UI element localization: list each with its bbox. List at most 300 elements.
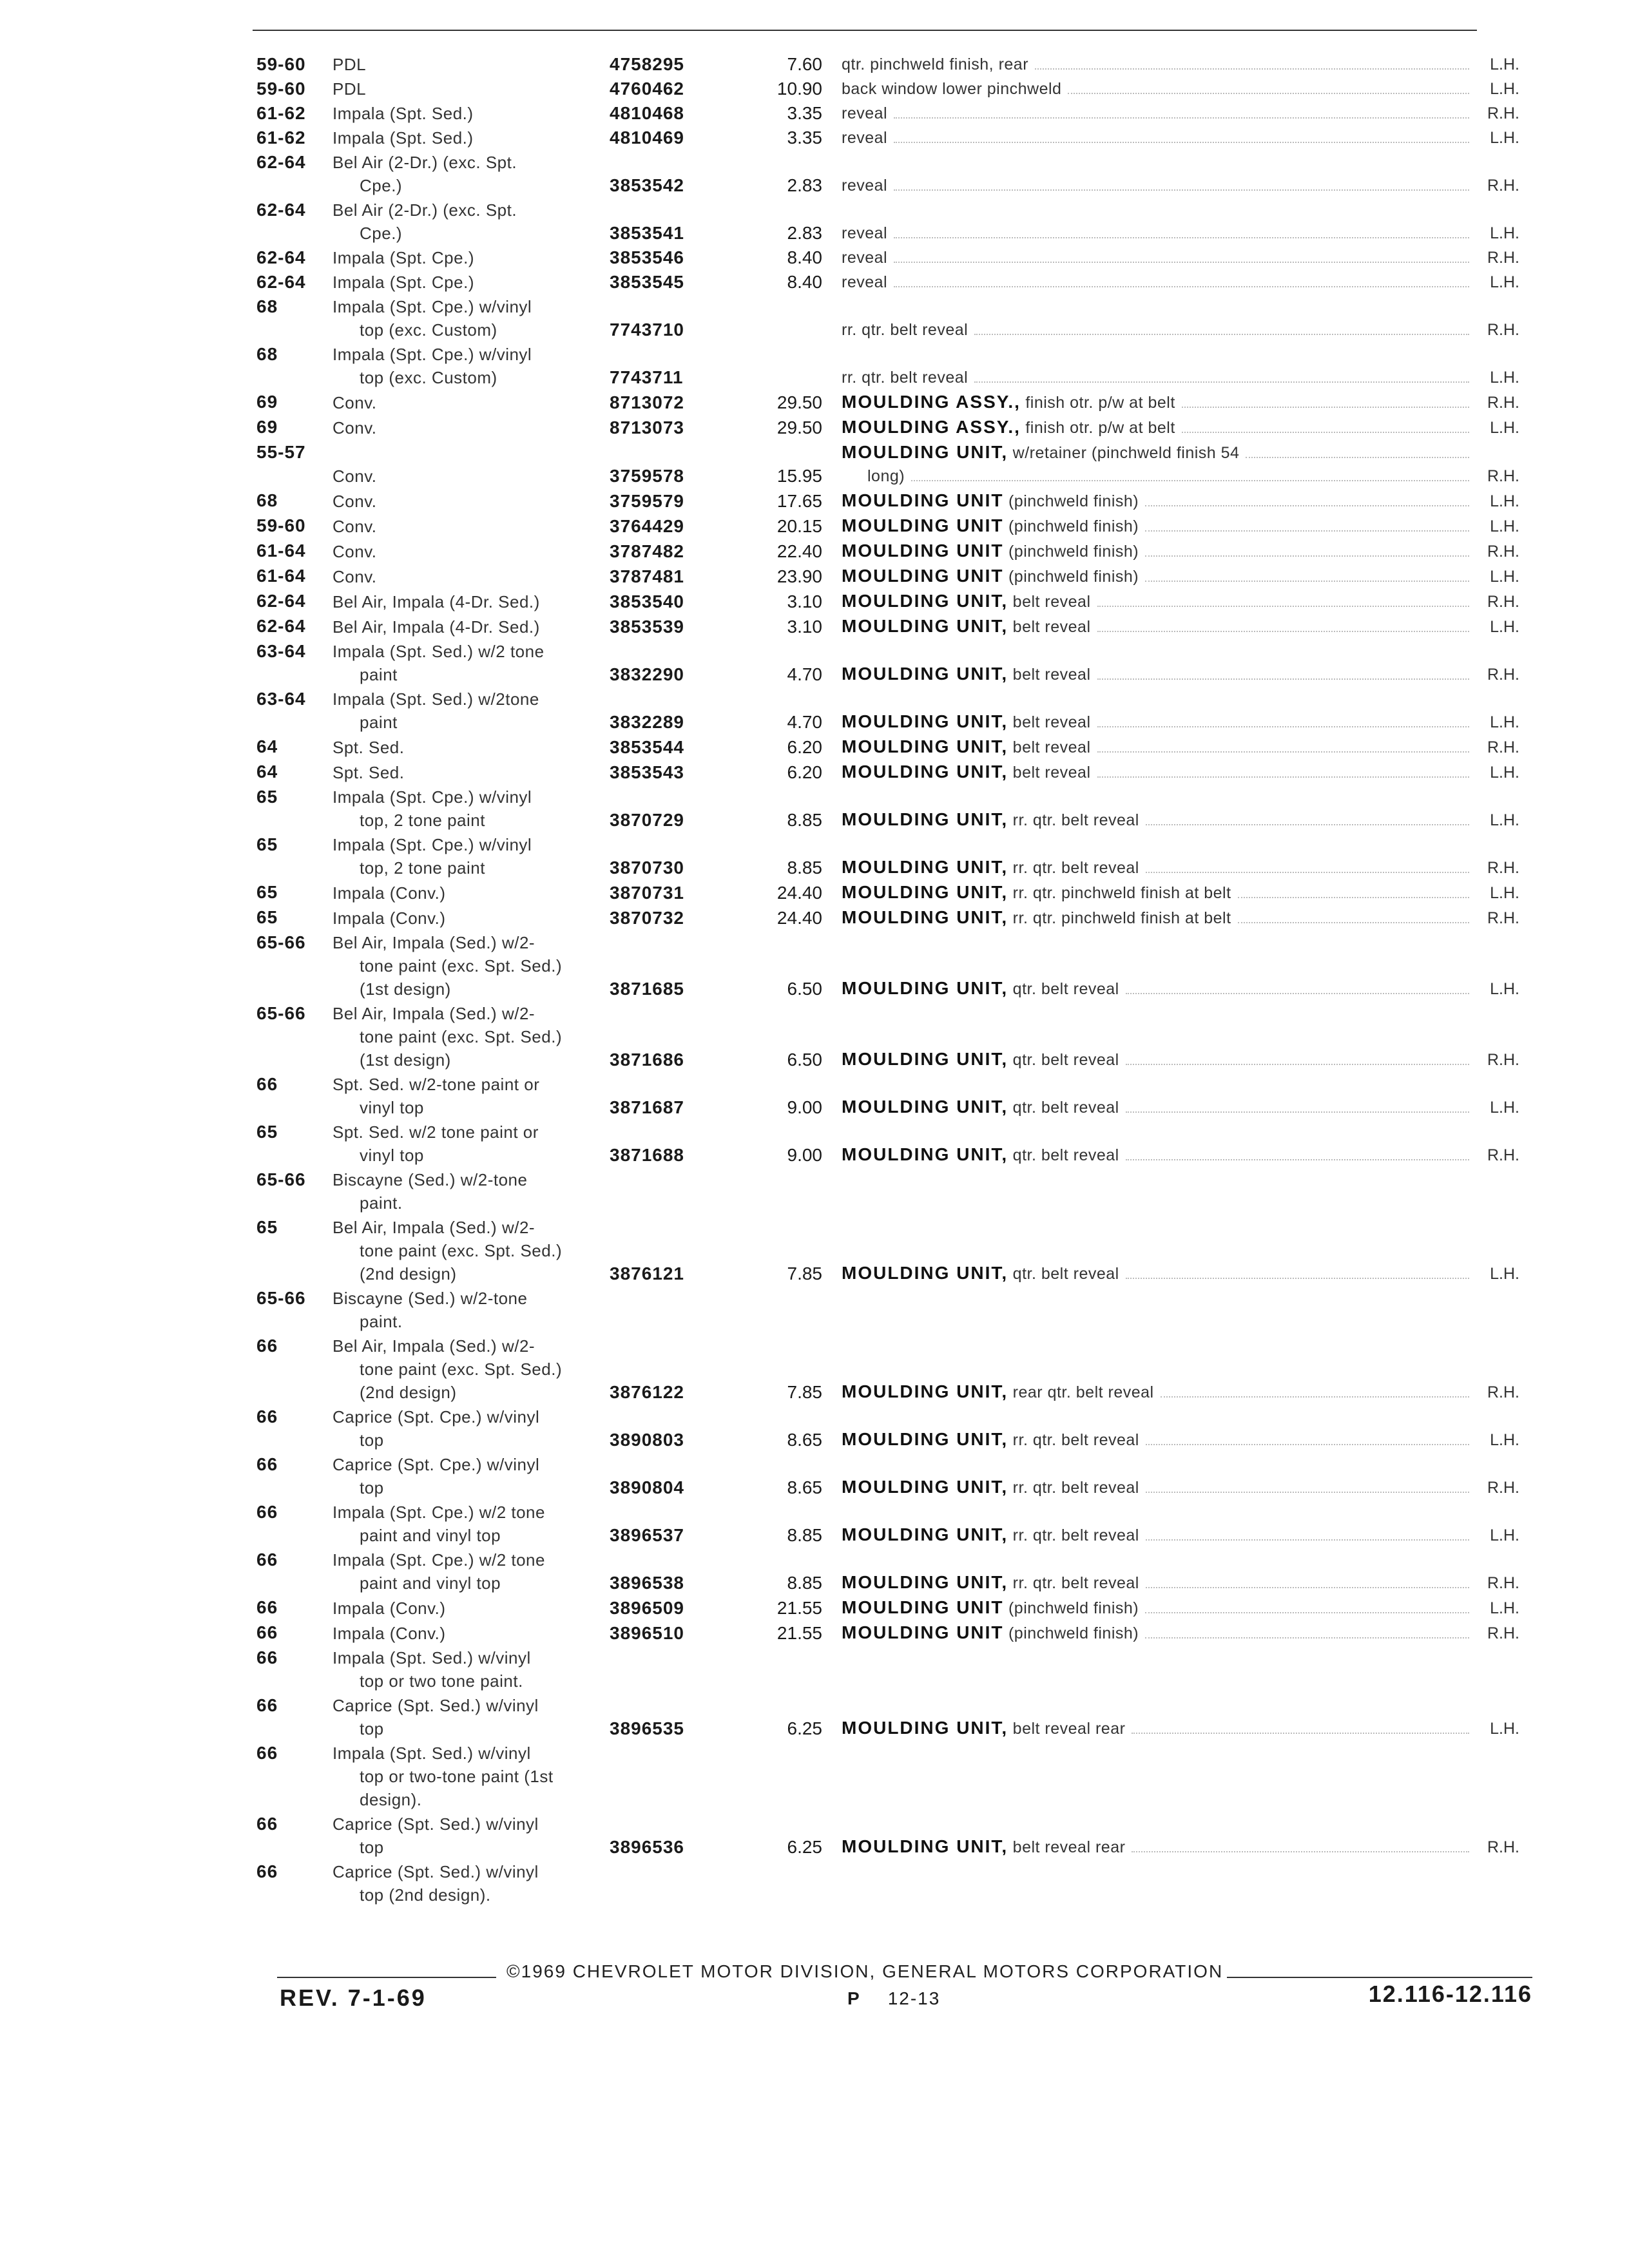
- description-text: [842, 174, 887, 197]
- item-name: MOULDING UNIT,: [842, 1429, 1008, 1449]
- description-text: [842, 710, 1091, 734]
- model-year: 64: [256, 736, 278, 756]
- description-text: [842, 977, 1119, 1001]
- model-line: Impala (Conv.): [333, 1624, 446, 1643]
- description-line: [842, 126, 1474, 149]
- model-year: 66: [256, 1454, 278, 1474]
- part-number: 3870732: [610, 908, 685, 928]
- leader-dots: [1126, 1159, 1469, 1160]
- list-price: 8.65: [787, 1430, 822, 1450]
- model-line: top or two tone paint.: [360, 1671, 523, 1691]
- description-text: [842, 1835, 1125, 1859]
- model-year: 59-60: [256, 79, 306, 99]
- description-line: [842, 539, 1474, 563]
- model-description: [333, 565, 610, 588]
- model-description: [333, 785, 610, 832]
- page-code: [847, 1988, 940, 2009]
- side-indicator: R.H.: [1487, 593, 1519, 611]
- table-row: [256, 246, 1519, 269]
- list-price: 8.85: [787, 810, 822, 830]
- side-indicator: R.H.: [1487, 1838, 1519, 1856]
- model-year: 62-64: [256, 591, 306, 611]
- model-year: 65: [256, 907, 278, 927]
- description-text: [842, 808, 1139, 832]
- model-line: paint and vinyl top: [360, 1526, 501, 1545]
- leader-dots: [1146, 872, 1469, 873]
- description-line: [842, 856, 1474, 879]
- model-description: [333, 416, 610, 439]
- part-number: 3876122: [610, 1382, 685, 1402]
- description-text: [842, 539, 1139, 563]
- table-row: [256, 640, 1519, 686]
- part-number: 3759578: [610, 466, 685, 486]
- item-name: MOULDING UNIT,: [842, 664, 1008, 684]
- description-text: [842, 1475, 1139, 1499]
- model-line: top: [360, 1838, 384, 1857]
- item-detail: (pinchweld finish): [1008, 568, 1139, 586]
- description-line: [842, 1095, 1474, 1119]
- model-year: 66: [256, 1597, 278, 1617]
- model-year: 68: [256, 490, 278, 510]
- list-price: 7.60: [787, 54, 822, 74]
- model-year: 62-64: [256, 616, 306, 636]
- part-description: [842, 1571, 1474, 1595]
- item-name: MOULDING ASSY.,: [842, 417, 1021, 437]
- table-row: [256, 1405, 1519, 1452]
- part-description: [842, 710, 1474, 734]
- item-name: MOULDING UNIT,: [842, 616, 1008, 636]
- side-indicator: L.H.: [1490, 1526, 1519, 1544]
- side-indicator: L.H.: [1490, 419, 1519, 437]
- table-row: [256, 416, 1519, 439]
- part-number: 3896538: [610, 1573, 685, 1593]
- list-price: 8.40: [787, 272, 822, 292]
- list-price: 24.40: [776, 883, 822, 903]
- description-text: [842, 222, 887, 245]
- model-description: [333, 640, 610, 686]
- leader-dots: [1146, 1492, 1469, 1493]
- model-description: [333, 615, 610, 639]
- description-text: [842, 489, 1139, 513]
- part-description: [842, 1621, 1474, 1645]
- side-indicator: L.H.: [1490, 492, 1519, 510]
- model-line: Conv.: [333, 567, 377, 586]
- description-text: [842, 760, 1091, 784]
- model-description: [333, 1646, 610, 1693]
- model-year: 66: [256, 1861, 278, 1881]
- model-line: paint.: [360, 1193, 403, 1213]
- list-price: 21.55: [776, 1623, 822, 1643]
- item-name: MOULDING UNIT: [842, 566, 1004, 586]
- model-description: [333, 391, 610, 414]
- model-year: 66: [256, 1550, 278, 1570]
- description-line: [842, 1835, 1474, 1859]
- list-price: 8.85: [787, 1525, 822, 1545]
- model-line: Impala (Spt. Sed.) w/vinyl: [333, 1648, 531, 1667]
- side-indicator: L.H.: [1490, 1599, 1519, 1617]
- model-line: (1st design): [360, 1050, 451, 1070]
- model-year: 66: [256, 1074, 278, 1094]
- side-indicator: R.H.: [1487, 1574, 1519, 1592]
- model-line: Bel Air, Impala (Sed.) w/2-: [333, 1336, 535, 1356]
- item-name: MOULDING UNIT,: [842, 809, 1008, 829]
- description-line: [842, 710, 1474, 734]
- description-text: [842, 881, 1231, 905]
- model-line: Impala (Spt. Sed.) w/2 tone: [333, 642, 545, 661]
- item-detail: rr. qtr. belt reveal: [842, 321, 969, 339]
- leader-dots: [1068, 93, 1469, 94]
- item-detail: rr. qtr. belt reveal: [1012, 859, 1139, 877]
- item-name: MOULDING UNIT: [842, 490, 1004, 510]
- part-number: 3853540: [610, 591, 685, 611]
- part-description: [842, 1523, 1474, 1547]
- model-line: top, 2 tone paint: [360, 858, 485, 878]
- description-line: [842, 222, 1474, 245]
- model-line: Caprice (Spt. Sed.) w/vinyl: [333, 1814, 539, 1834]
- leader-dots: [1126, 1111, 1469, 1113]
- model-line: top or two-tone paint (1st: [360, 1767, 554, 1786]
- model-line: Impala (Spt. Cpe.) w/2 tone: [333, 1550, 545, 1570]
- part-number: 3853545: [610, 272, 685, 292]
- table-row: [256, 102, 1519, 125]
- part-number: 3870731: [610, 883, 685, 903]
- leader-dots: [1035, 68, 1469, 70]
- side-indicator: R.H.: [1487, 1479, 1519, 1497]
- model-description: [333, 1453, 610, 1499]
- list-price: 4.70: [787, 712, 822, 732]
- model-line: design).: [360, 1790, 422, 1809]
- description-text: [842, 1716, 1125, 1740]
- description-text: [842, 1095, 1119, 1119]
- part-description: [842, 318, 1474, 341]
- description-line: [842, 366, 1474, 389]
- list-price: 8.65: [787, 1477, 822, 1497]
- model-line: Spt. Sed. w/2-tone paint or: [333, 1075, 540, 1094]
- model-line: Conv.: [333, 393, 377, 412]
- model-line: (1st design): [360, 979, 451, 999]
- part-number: 3832289: [610, 712, 685, 732]
- table-row: [256, 151, 1519, 197]
- description-text: [842, 390, 1175, 414]
- model-description: [333, 1073, 610, 1119]
- leader-dots: [1145, 555, 1469, 557]
- model-description: [333, 1120, 610, 1167]
- item-detail: back window lower pinchweld: [842, 80, 1062, 98]
- model-year: 66: [256, 1336, 278, 1356]
- description-text: [842, 441, 1239, 465]
- model-line: Cpe.): [360, 224, 403, 243]
- part-number: 3787481: [610, 566, 685, 586]
- model-line: vinyl top: [360, 1146, 424, 1165]
- description-line: [842, 735, 1474, 759]
- leader-dots: [1132, 1851, 1469, 1852]
- list-price: 2.83: [787, 223, 822, 243]
- leader-dots: [1132, 1733, 1469, 1734]
- model-line: Conv.: [333, 542, 377, 561]
- item-detail: (pinchweld finish): [1008, 1624, 1139, 1642]
- model-line: vinyl top: [360, 1098, 424, 1117]
- model-year: 65: [256, 834, 278, 854]
- side-indicator: L.H.: [1490, 1431, 1519, 1449]
- description-text: [842, 318, 968, 341]
- model-description: [333, 1334, 610, 1404]
- description-text: [842, 662, 1091, 686]
- description-line: [842, 1428, 1474, 1452]
- table-row: [256, 77, 1519, 101]
- table-row: [256, 564, 1519, 588]
- table-row: [256, 390, 1519, 414]
- part-description: [842, 416, 1474, 439]
- part-number: 3896536: [610, 1837, 685, 1857]
- part-number: 3832290: [610, 664, 685, 684]
- description-text: [842, 1571, 1139, 1595]
- table-row: [256, 1073, 1519, 1119]
- model-line: Biscayne (Sed.) w/2-tone: [333, 1289, 528, 1308]
- model-description: [333, 833, 610, 879]
- list-price: 6.25: [787, 1837, 822, 1857]
- part-number: 7743710: [610, 320, 685, 340]
- description-text: [842, 271, 887, 294]
- model-line: Bel Air, Impala (4-Dr. Sed.): [333, 592, 540, 611]
- item-detail: belt reveal: [1012, 764, 1091, 782]
- item-detail: belt reveal: [1012, 738, 1091, 756]
- description-text: [842, 564, 1139, 588]
- item-detail: qtr. pinchweld finish, rear: [842, 55, 1029, 73]
- model-description: [333, 881, 610, 905]
- table-row: [256, 931, 1519, 1001]
- table-row: [256, 539, 1519, 563]
- list-price: 6.20: [787, 737, 822, 757]
- model-line: Impala (Spt. Cpe.) w/vinyl: [333, 787, 532, 807]
- description-line: [842, 1475, 1474, 1499]
- part-description: [842, 760, 1474, 784]
- description-line: [842, 416, 1474, 439]
- description-text: [842, 246, 887, 269]
- description-line: [842, 615, 1474, 639]
- model-description: [333, 151, 610, 197]
- description-text: [842, 906, 1231, 930]
- item-name: MOULDING UNIT,: [842, 442, 1008, 462]
- table-row: [256, 1501, 1519, 1547]
- model-description: [333, 77, 610, 101]
- part-description: [842, 390, 1474, 414]
- model-description: [333, 1742, 610, 1811]
- leader-dots: [1145, 530, 1469, 532]
- table-row: [256, 615, 1519, 639]
- part-number: 3871685: [610, 979, 685, 999]
- description-line: [842, 881, 1474, 905]
- side-indicator: R.H.: [1487, 909, 1519, 927]
- item-name: MOULDING UNIT,: [842, 1263, 1008, 1283]
- item-name: MOULDING UNIT,: [842, 1524, 1008, 1544]
- side-indicator: L.H.: [1490, 884, 1519, 902]
- item-name: MOULDING UNIT,: [842, 1572, 1008, 1592]
- description-text: [842, 1262, 1119, 1285]
- model-year: 65: [256, 1217, 278, 1237]
- table-row: [256, 1742, 1519, 1811]
- list-price: 7.85: [787, 1264, 822, 1283]
- description-text: [842, 1048, 1119, 1072]
- side-indicator: R.H.: [1487, 177, 1519, 195]
- side-indicator: L.H.: [1490, 1265, 1519, 1283]
- model-line: Impala (Spt. Sed.): [333, 128, 474, 148]
- model-year: 69: [256, 392, 278, 412]
- model-line: tone paint (exc. Spt. Sed.): [360, 956, 563, 975]
- model-line: top: [360, 1478, 384, 1497]
- item-detail: qtr. belt reveal: [1012, 1099, 1119, 1117]
- part-number: 3896510: [610, 1623, 685, 1643]
- leader-dots: [1145, 1637, 1469, 1639]
- description-line: [842, 977, 1474, 1001]
- model-year: 63-64: [256, 641, 306, 661]
- part-description: [842, 881, 1474, 905]
- model-year: 65: [256, 787, 278, 807]
- side-indicator: L.H.: [1490, 980, 1519, 998]
- part-number: 4760462: [610, 79, 685, 99]
- model-line: PDL: [333, 79, 367, 99]
- parts-listing: [256, 53, 1519, 1908]
- description-text: [842, 465, 905, 488]
- side-indicator: L.H.: [1490, 568, 1519, 586]
- model-year: 65: [256, 1122, 278, 1142]
- table-row: [256, 735, 1519, 759]
- model-year: 66: [256, 1502, 278, 1522]
- description-text: [842, 1143, 1119, 1167]
- description-line: [842, 489, 1474, 513]
- model-description: [333, 736, 610, 759]
- leader-dots: [1161, 1396, 1469, 1398]
- item-name: MOULDING UNIT,: [842, 736, 1008, 756]
- side-indicator: R.H.: [1487, 467, 1519, 485]
- list-price: 10.90: [776, 79, 822, 99]
- item-detail: qtr. belt reveal: [1012, 1051, 1119, 1069]
- model-year: 61-62: [256, 128, 306, 148]
- model-line: PDL: [333, 55, 367, 74]
- model-year: 62-64: [256, 152, 306, 172]
- description-text: [842, 1596, 1139, 1620]
- item-detail: qtr. belt reveal: [1012, 1265, 1119, 1283]
- model-line: Bel Air, Impala (4-Dr. Sed.): [333, 617, 540, 637]
- model-description: [333, 1622, 610, 1645]
- model-description: [333, 295, 610, 341]
- list-price: 9.00: [787, 1145, 822, 1165]
- model-line: Impala (Spt. Cpe.): [333, 248, 474, 267]
- item-detail: rr. qtr. belt reveal: [1012, 1526, 1139, 1544]
- page-prefix: P: [847, 1988, 861, 2008]
- model-description: [333, 246, 610, 269]
- part-number: 3853544: [610, 737, 685, 757]
- model-description: [333, 1694, 610, 1740]
- side-indicator: L.H.: [1490, 273, 1519, 291]
- model-year: 62-64: [256, 272, 306, 292]
- description-line: [842, 808, 1474, 832]
- item-detail: qtr. belt reveal: [1012, 980, 1119, 998]
- description-text: [842, 77, 1061, 101]
- model-description: [333, 590, 610, 613]
- model-description: [333, 1548, 610, 1595]
- list-price: 8.40: [787, 247, 822, 267]
- model-line: Impala (Spt. Cpe.) w/vinyl: [333, 835, 532, 854]
- list-price: 3.35: [787, 103, 822, 123]
- part-description: [842, 53, 1474, 76]
- leader-dots: [911, 480, 1469, 481]
- part-description: [842, 441, 1474, 488]
- model-description: [333, 343, 610, 389]
- item-name: MOULDING UNIT: [842, 1597, 1004, 1617]
- model-line: Impala (Conv.): [333, 883, 446, 903]
- leader-dots: [1145, 505, 1469, 506]
- part-description: [842, 489, 1474, 513]
- item-detail: rr. qtr. belt reveal: [1012, 1574, 1139, 1592]
- description-line: [842, 1048, 1474, 1072]
- model-line: top: [360, 1719, 384, 1738]
- leader-dots: [1146, 1444, 1469, 1445]
- side-indicator: L.H.: [1490, 129, 1519, 147]
- model-line: Impala (Spt. Cpe.) w/vinyl: [333, 297, 532, 316]
- model-line: paint: [360, 713, 398, 732]
- leader-dots: [1097, 606, 1469, 607]
- description-line: [842, 564, 1474, 588]
- table-row: [256, 441, 1519, 488]
- table-row: [256, 833, 1519, 879]
- part-number: 3871686: [610, 1050, 685, 1070]
- description-line: [842, 174, 1474, 197]
- description-text: [842, 615, 1091, 639]
- leader-dots: [1097, 678, 1469, 680]
- model-line: (2nd design): [360, 1264, 457, 1283]
- list-price: 4.70: [787, 664, 822, 684]
- item-name: MOULDING UNIT,: [842, 1097, 1008, 1117]
- description-text: [842, 102, 887, 125]
- list-price: 15.95: [776, 466, 822, 486]
- description-line: [842, 760, 1474, 784]
- item-detail: reveal: [842, 104, 888, 122]
- side-indicator: L.H.: [1490, 618, 1519, 636]
- item-detail: finish otr. p/w at belt: [1025, 394, 1175, 412]
- item-detail: rear qtr. belt reveal: [1012, 1383, 1154, 1401]
- side-indicator: L.H.: [1490, 55, 1519, 73]
- leader-dots: [974, 334, 1469, 335]
- item-detail: reveal: [842, 177, 888, 195]
- model-line: paint.: [360, 1312, 403, 1331]
- page-number: 12-13: [887, 1988, 941, 2008]
- leader-dots: [894, 117, 1469, 119]
- part-description: [842, 735, 1474, 759]
- list-price: 3.35: [787, 128, 822, 148]
- item-detail: (pinchweld finish): [1008, 492, 1139, 510]
- model-description: [333, 1405, 610, 1452]
- list-price: 8.85: [787, 1573, 822, 1593]
- revision-date: REV. 7-1-69: [280, 1984, 427, 2011]
- side-indicator: R.H.: [1487, 1051, 1519, 1069]
- item-detail: reveal: [842, 224, 888, 242]
- model-description: [333, 1501, 610, 1547]
- model-line: Cpe.): [360, 176, 403, 195]
- list-price: 21.55: [776, 1598, 822, 1618]
- model-line: Conv.: [333, 517, 377, 536]
- model-year: 65: [256, 882, 278, 902]
- table-row: [256, 687, 1519, 734]
- list-price: 17.65: [776, 491, 822, 511]
- model-line: Spt. Sed.: [333, 738, 405, 757]
- model-line: tone paint (exc. Spt. Sed.): [360, 1360, 563, 1379]
- description-line: [842, 465, 1474, 488]
- item-name: MOULDING UNIT,: [842, 978, 1008, 998]
- leader-dots: [1182, 432, 1469, 433]
- model-line: (2nd design): [360, 1383, 457, 1402]
- item-detail: belt reveal: [1012, 666, 1091, 684]
- part-number: 8713073: [610, 418, 685, 437]
